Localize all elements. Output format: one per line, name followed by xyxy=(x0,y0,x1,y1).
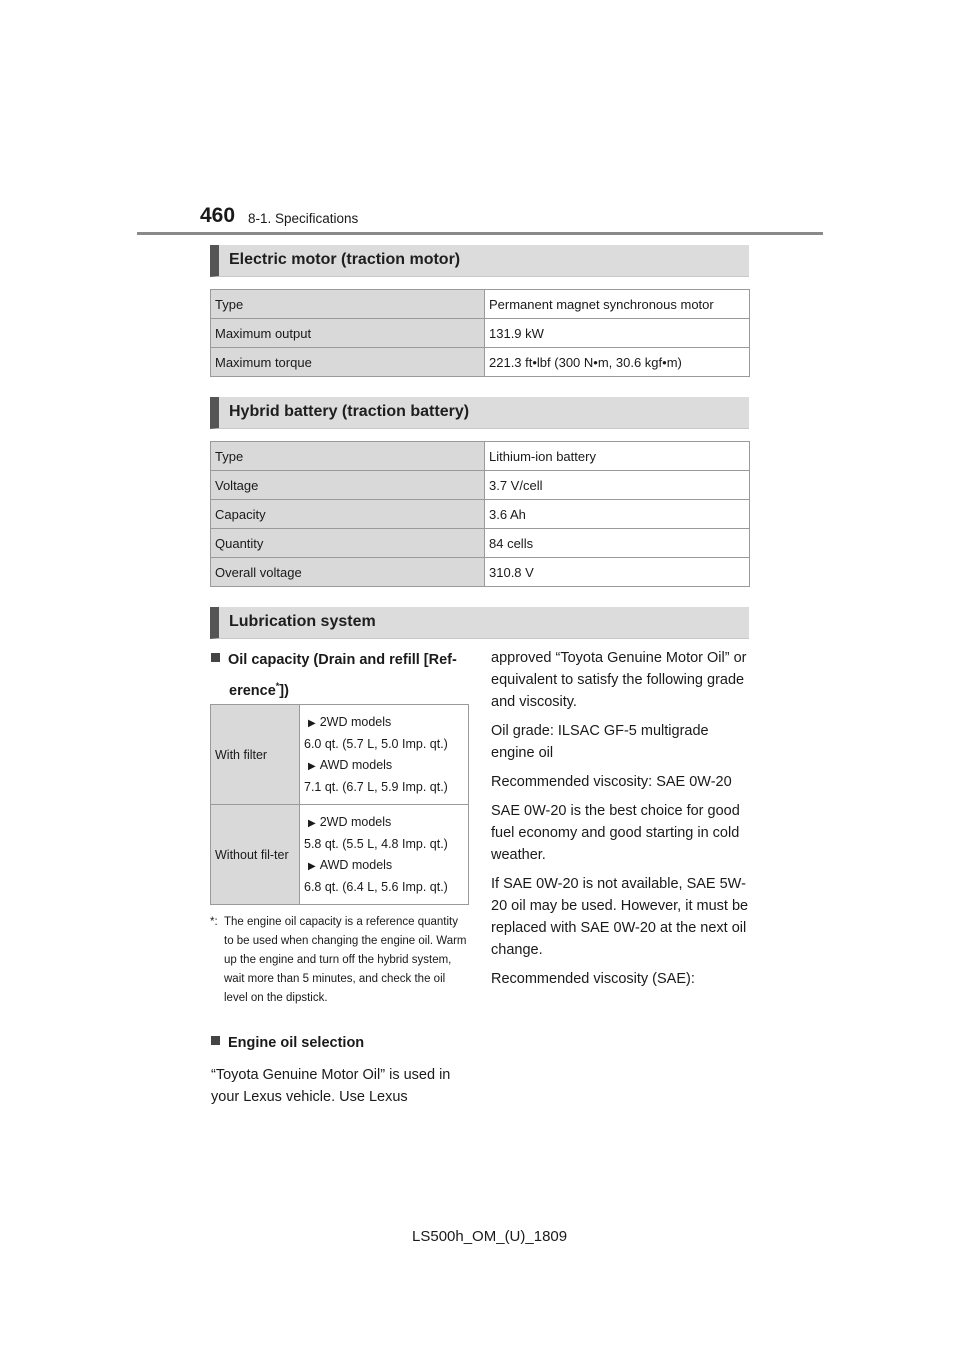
triangle-bullet-icon: ▶ xyxy=(308,718,316,729)
row-value: Lithium-ion battery xyxy=(485,442,750,471)
engine-oil-heading xyxy=(211,1035,364,1051)
row-label: Maximum output xyxy=(211,319,485,348)
row-label: Maximum torque xyxy=(211,348,485,377)
capacity-value: 6.0 qt. (5.7 L, 5.0 Imp. qt.) xyxy=(304,737,448,752)
row-value: 131.9 kW xyxy=(485,319,750,348)
row-value: Permanent magnet synchronous motor xyxy=(485,290,750,319)
section-title: 8-1. Specifications xyxy=(248,211,359,226)
triangle-bullet-icon: ▶ xyxy=(308,818,316,829)
electric-motor-heading xyxy=(210,245,749,277)
footnote-marker: *: xyxy=(210,916,218,928)
model-label: AWD models xyxy=(319,857,393,872)
row-label: Capacity xyxy=(211,500,485,529)
oil-capacity-heading-line2: erence xyxy=(229,682,276,699)
row-label: Type xyxy=(211,290,485,319)
electric-motor-title: Electric motor (traction motor) xyxy=(229,251,461,268)
table-row xyxy=(211,442,750,471)
triangle-bullet-icon: ▶ xyxy=(308,760,316,772)
table-row xyxy=(211,805,469,905)
capacity-value: 7.1 qt. (6.7 L, 5.9 Imp. qt.) xyxy=(304,779,448,794)
table-row xyxy=(211,348,750,377)
oil-capacity-heading-end: ]) xyxy=(279,682,289,699)
paragraph: If SAE 0W-20 is not available, SAE 5W-20 oil may be used. However, it must be replaced with SAE 0W-20 at the next oil change. xyxy=(491,876,749,958)
model-awd xyxy=(304,857,462,873)
lubrication-title: Lubrication system xyxy=(229,613,376,630)
engine-oil-heading-text: Engine oil selection xyxy=(228,1035,365,1051)
document-id: LS500h_OM_(U)_1809 xyxy=(412,1228,568,1245)
footnote-star: * xyxy=(275,681,280,691)
engine-oil-paragraph: “Toyota Genuine Motor Oil” is used in your Lexus vehicle. Use Lexus xyxy=(211,1067,451,1105)
electric-motor-table xyxy=(210,289,750,377)
row-label: Quantity xyxy=(211,529,485,558)
table-row xyxy=(211,290,750,319)
square-bullet-icon xyxy=(211,1036,220,1045)
model-label: 2WD models xyxy=(319,815,392,829)
model-2wd xyxy=(304,714,462,730)
table-row xyxy=(211,558,750,587)
paragraph: SAE 0W-20 is the best choice for good fuel economy and good starting in cold weather. xyxy=(491,803,740,863)
capacity-value: 6.8 qt. (6.4 L, 5.6 Imp. qt.) xyxy=(304,879,448,894)
page-number: 460 xyxy=(200,204,236,227)
row-value: 221.3 ft•lbf (300 N•m, 30.6 kgf•m) xyxy=(485,348,750,377)
footnote xyxy=(210,913,468,1008)
header-rule xyxy=(137,232,823,235)
model-2wd xyxy=(304,814,462,830)
paragraph: Oil grade: ILSAC GF-5 multigrade engine oil xyxy=(491,723,709,761)
row-value: 84 cells xyxy=(485,529,750,558)
hybrid-battery-title: Hybrid battery (traction battery) xyxy=(229,403,470,420)
row-value xyxy=(300,805,469,905)
triangle-bullet-icon: ▶ xyxy=(308,860,316,872)
table-row xyxy=(211,319,750,348)
square-bullet-icon xyxy=(211,653,220,662)
lubrication-heading xyxy=(210,607,749,639)
capacity-value: 5.8 qt. (5.5 L, 4.8 Imp. qt.) xyxy=(304,837,448,852)
row-label: Without fil-ter xyxy=(211,805,300,905)
row-value: 3.6 Ah xyxy=(485,500,750,529)
row-value: 310.8 V xyxy=(485,558,750,587)
table-row xyxy=(211,529,750,558)
row-label: Voltage xyxy=(211,471,485,500)
right-column xyxy=(491,647,753,997)
table-row xyxy=(211,705,469,805)
row-value: 3.7 V/cell xyxy=(485,471,750,500)
paragraph: Recommended viscosity (SAE): xyxy=(491,971,695,987)
oil-capacity-heading xyxy=(211,647,471,704)
paragraph: approved “Toyota Genuine Motor Oil” or equivalent to satisfy the following grade and viscosity. xyxy=(491,650,747,710)
table-row xyxy=(211,471,750,500)
table-row xyxy=(211,500,750,529)
paragraph: Recommended viscosity: SAE 0W-20 xyxy=(491,774,732,790)
model-label: 2WD models xyxy=(319,715,392,729)
oil-capacity-table xyxy=(210,704,469,905)
oil-capacity-heading-line1: Oil capacity (Drain and refill [Ref- xyxy=(228,652,457,668)
row-value xyxy=(300,705,469,805)
hybrid-battery-table xyxy=(210,441,750,587)
row-label: Type xyxy=(211,442,485,471)
row-label: With filter xyxy=(211,705,300,805)
footnote-text: The engine oil capacity is a reference quantity to be used when changing the engine oil. Warm up the engine and turn off the hybrid system, wait more than 5 minutes, and check the oil level on the dipstick. xyxy=(224,916,467,1004)
row-label: Overall voltage xyxy=(211,558,485,587)
model-label: AWD models xyxy=(319,757,393,772)
hybrid-battery-heading xyxy=(210,397,749,429)
model-awd xyxy=(304,757,462,773)
